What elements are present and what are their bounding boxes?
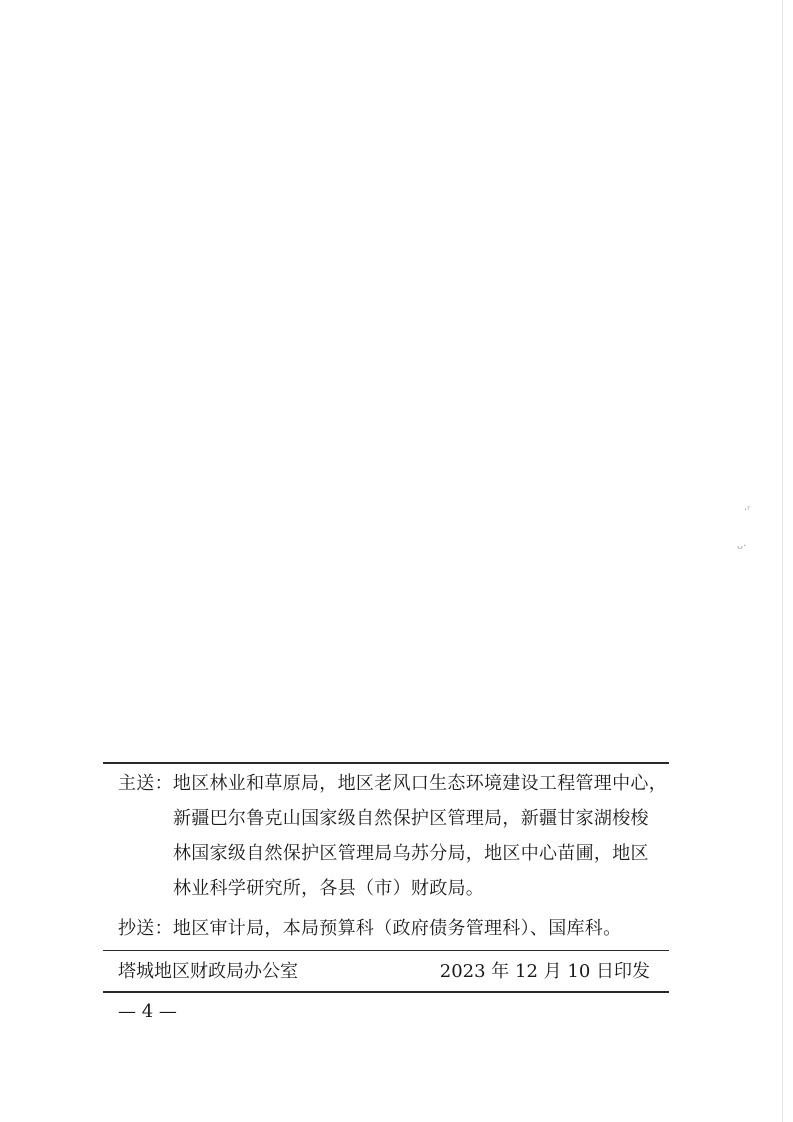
scan-speck: ·ʳ — [744, 505, 751, 516]
scan-speck: ᴗ· — [737, 541, 747, 552]
issue-date: 2023 年 12 月 10 日印发 — [439, 961, 650, 982]
scan-edge-line — [782, 0, 783, 1122]
distribution-bottom-rule — [103, 991, 669, 993]
page-number: — 4 — — [118, 1001, 177, 1022]
main-recipients-label: 主送： — [118, 773, 173, 794]
cc-label: 抄送： — [118, 918, 173, 939]
distribution-top-rule — [103, 762, 669, 764]
distribution-middle-rule — [103, 950, 669, 951]
issue-info-row — [118, 954, 650, 989]
main-recipients-line — [118, 766, 666, 801]
cc-text: 地区审计局，本局预算科（政府债务管理科）、国库科。 — [172, 918, 622, 939]
main-recipients-line: 林业科学研究所，各县（市）财政局。 — [173, 878, 485, 899]
main-recipients-line: 林国家级自然保护区管理局乌苏分局，地区中心苗圃，地区 — [173, 843, 649, 864]
cc-recipients-line — [118, 911, 666, 946]
main-recipients-block — [118, 766, 666, 906]
main-recipients-text: 地区林业和草原局，地区老风口生态环境建设工程管理中心， — [172, 773, 668, 794]
issuer-office: 塔城地区财政局办公室 — [118, 961, 298, 982]
main-recipients-line: 新疆巴尔鲁克山国家级自然保护区管理局，新疆甘家湖梭梭 — [173, 808, 649, 829]
